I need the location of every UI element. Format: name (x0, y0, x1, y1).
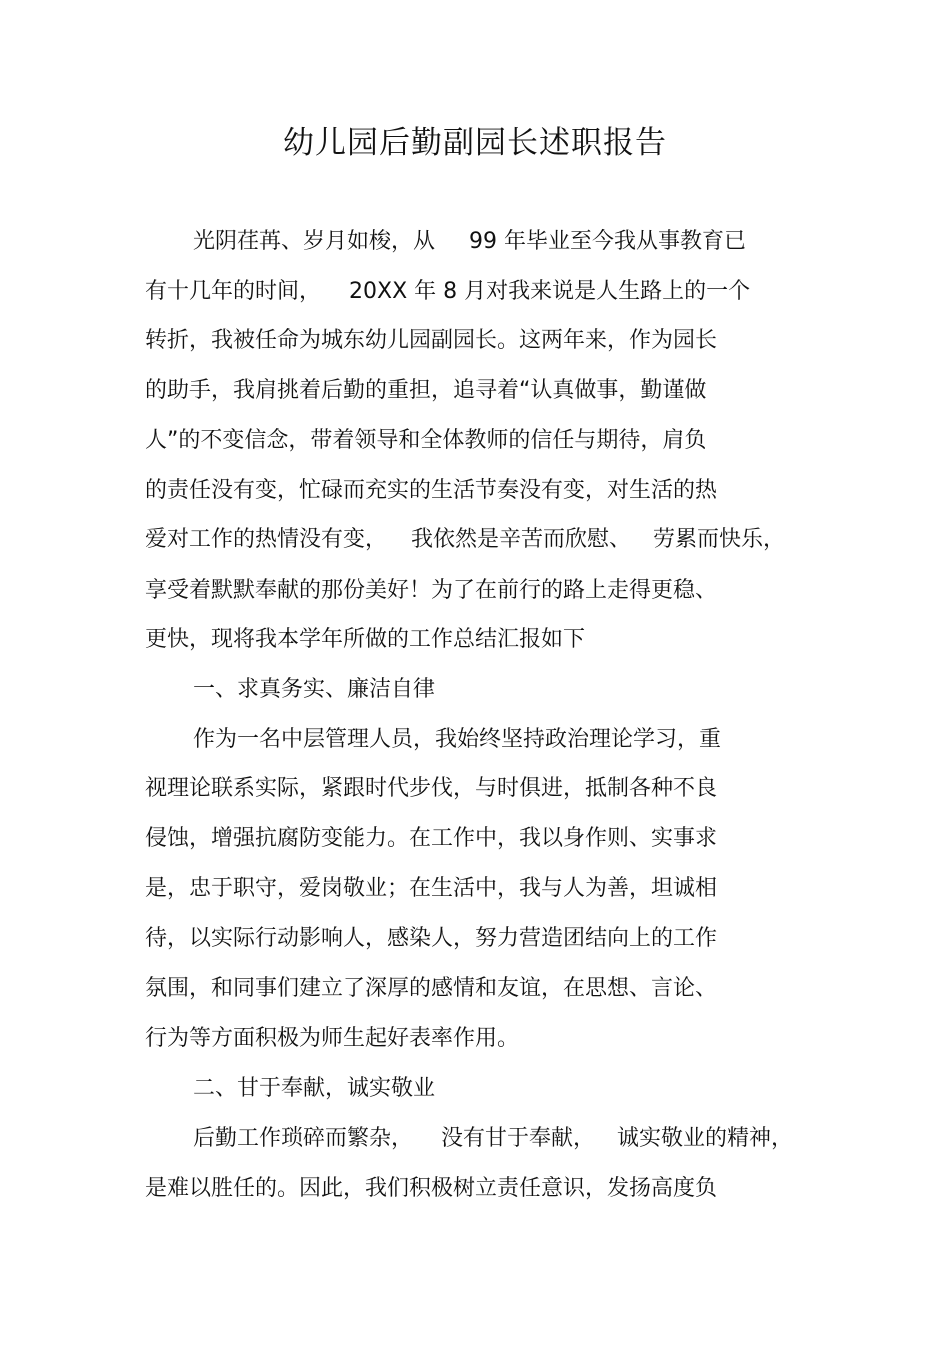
paragraph-1-line-6: 的责任没有变，忙碌而充实的生活节奏没有变，对生活的热 (145, 478, 718, 503)
paragraph-1-line-3: 转折，我被任命为城东幼儿园副园长。这两年来，作为园长 (145, 328, 718, 353)
paragraph-2-line-3: 侵蚀，增强抗腐防变能力。在工作中，我以身作则、实事求 (145, 826, 718, 851)
paragraph-1-line-8: 享受着默默奉献的那份美好！为了在前行的路上走得更稳、 (145, 578, 718, 603)
text-segment: 有十几年的时间， (145, 279, 322, 304)
text-segment: 我依然是辛苦而欣慰、 (411, 527, 632, 552)
document-title: 幼儿园后勤副园长述职报告 (283, 125, 667, 161)
text-segment: 99 年毕业至今我从事教育已 (469, 229, 747, 254)
text-segment: 后勤工作琐碎而繁杂， (193, 1126, 414, 1151)
text-segment: 没有甘于奉献， (441, 1126, 596, 1151)
paragraph-3-line-2: 是难以胜任的。因此，我们积极树立责任意识，发扬高度负 (145, 1176, 718, 1201)
paragraph-1-line-1 (193, 227, 746, 257)
paragraph-1-line-4: 的助手，我肩挑着后勤的重担，追寻着“认真做事，勤谨做 (145, 378, 707, 403)
paragraph-1-line-2 (145, 277, 750, 307)
paragraph-2-line-7: 行为等方面积极为师生起好表率作用。 (145, 1026, 520, 1051)
paragraph-2-line-2: 视理论联系实际，紧跟时代步伐，与时俱进，抵制各种不良 (145, 776, 718, 801)
paragraph-2-line-4: 是，忠于职守，爱岗敬业；在生活中，我与人为善，坦诚相 (145, 876, 718, 901)
text-segment: 爱对工作的热情没有变， (145, 527, 388, 552)
text-segment: 20XX 年 8 月对我来说是人生路上的一个 (349, 279, 751, 304)
section-heading-1: 一、求真务实、廉洁自律 (193, 677, 436, 702)
text-segment: 光阴荏苒、岁月如梭，从 (193, 229, 436, 254)
paragraph-1-line-5: 人”的不变信念，带着领导和全体教师的信任与期待，肩负 (145, 428, 707, 453)
text-segment: 诚实敬业的精神， (617, 1126, 794, 1151)
text-segment: 劳累而快乐， (653, 527, 786, 552)
paragraph-3-line-1 (193, 1124, 793, 1154)
paragraph-1-line-9: 更快，现将我本学年所做的工作总结汇报如下 (145, 627, 586, 652)
paragraph-2-line-5: 待，以实际行动影响人，感染人，努力营造团结向上的工作 (145, 926, 718, 951)
paragraph-1-line-7 (145, 525, 785, 555)
paragraph-2-line-1: 作为一名中层管理人员，我始终坚持政治理论学习，重 (193, 727, 722, 752)
section-heading-2: 二、甘于奉献，诚实敬业 (193, 1076, 436, 1101)
paragraph-2-line-6: 氛围，和同事们建立了深厚的感情和友谊，在思想、言论、 (145, 976, 718, 1001)
